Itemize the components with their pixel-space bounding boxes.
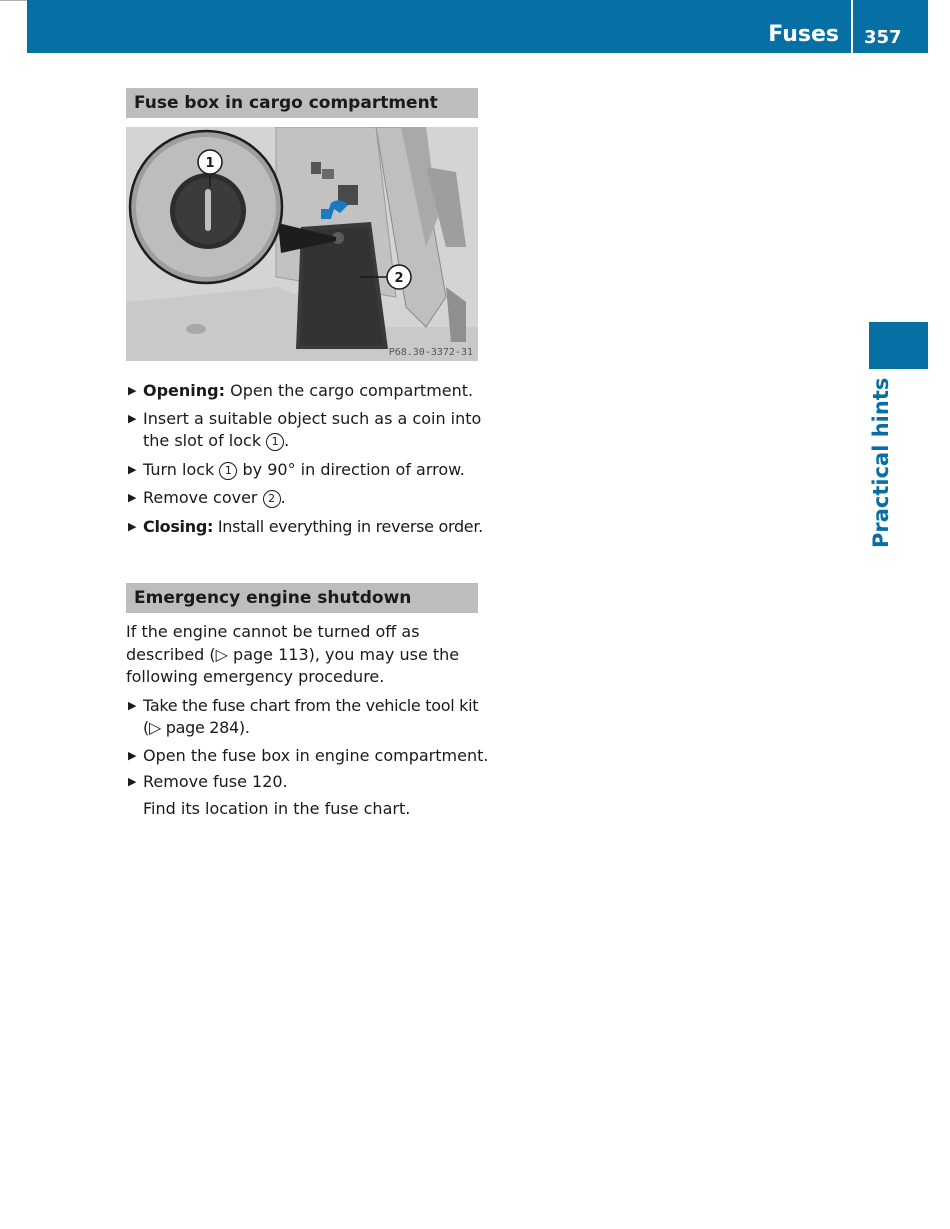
intro-line: described (▷ page 113), you may use the xyxy=(126,644,460,664)
step-remove-cover xyxy=(126,487,478,510)
step-text: Open the fuse box in engine compartment. xyxy=(143,745,489,765)
bullet-arrow-icon: ▶ xyxy=(128,775,137,788)
callout-2: 2 xyxy=(394,271,404,286)
intro-paragraph xyxy=(126,621,478,689)
header-divider xyxy=(851,0,853,53)
chapter-tab-label: Practical hints xyxy=(869,377,893,548)
step-text-cont: (▷ page 284). xyxy=(143,718,250,737)
step-text-end: . xyxy=(280,488,286,507)
step-text: Remove fuse 120. xyxy=(143,772,288,791)
step-text-cont: the slot of lock xyxy=(143,431,262,450)
step-keyword: Closing: xyxy=(143,516,214,536)
bullet-arrow-icon: ▶ xyxy=(128,384,137,397)
callout-1: 1 xyxy=(205,156,215,171)
bullet-arrow-icon: ▶ xyxy=(128,491,137,504)
bullet-arrow-icon: ▶ xyxy=(128,748,137,762)
ref-lock-1: 1 xyxy=(266,433,284,451)
emergency-body xyxy=(126,621,489,820)
illustration-graphic xyxy=(126,127,478,361)
section-heading: Emergency engine shutdown xyxy=(126,583,478,613)
intro-line: If the engine cannot be turned off as xyxy=(126,622,420,641)
bullet-arrow-icon: ▶ xyxy=(128,411,137,425)
ref-cover-2: 2 xyxy=(263,490,281,508)
bullet-arrow-icon: ▶ xyxy=(128,462,137,476)
fuse-box-steps xyxy=(126,380,483,538)
step-insert-coin xyxy=(126,408,482,453)
step-take-fuse-chart xyxy=(126,695,478,740)
step-turn-lock xyxy=(126,459,478,482)
chapter-tab-marker xyxy=(869,322,928,369)
step-text-end: . xyxy=(284,431,290,450)
section-heading-emergency xyxy=(126,583,478,613)
step-text-cont: by 90° in direction of arrow. xyxy=(242,459,465,479)
top-rule xyxy=(0,0,27,1)
step-opening xyxy=(126,380,478,403)
section-heading: Fuse box in cargo compartment xyxy=(126,88,478,118)
step-text: Remove cover xyxy=(143,488,258,507)
fuse-location-note: Find its location in the fuse chart. xyxy=(143,798,411,818)
step-open-fuse-box xyxy=(126,745,489,768)
step-text: Insert a suitable object such as a coin into xyxy=(143,408,482,428)
section-heading-fuse-box xyxy=(126,88,478,118)
bullet-arrow-icon: ▶ xyxy=(128,519,137,533)
step-closing xyxy=(126,516,483,539)
section-title: Fuses xyxy=(768,22,839,47)
cargo-fuse-box-illustration xyxy=(126,127,478,361)
step-keyword: Opening: xyxy=(143,381,226,400)
intro-line: following emergency procedure. xyxy=(126,667,385,686)
step-text: Turn lock xyxy=(143,459,215,479)
step-text: Install everything in reverse order. xyxy=(213,516,483,536)
step-text: Take the fuse chart from the vehicle tool kit xyxy=(143,695,479,715)
page-header xyxy=(27,0,928,53)
step-remove-fuse xyxy=(126,771,478,794)
page-number: 357 xyxy=(864,27,902,48)
step-text: Open the cargo compartment. xyxy=(225,381,474,400)
bullet-arrow-icon: ▶ xyxy=(128,698,137,712)
ref-lock-1: 1 xyxy=(219,462,237,480)
figure-code: P68.30-3372-31 xyxy=(388,347,473,358)
